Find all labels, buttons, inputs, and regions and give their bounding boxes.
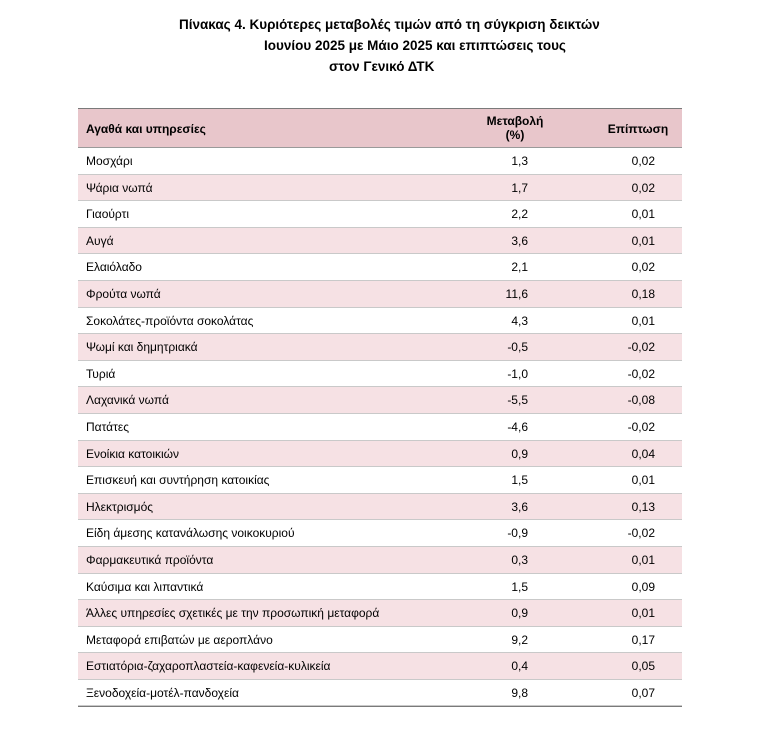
header-change-label: Μεταβολή: [486, 114, 544, 128]
row-change-percent: 0,9: [511, 446, 528, 461]
table-row: [78, 361, 682, 388]
table-row: [78, 600, 682, 627]
row-change-percent: 0,9: [511, 606, 528, 621]
row-impact: 0,01: [631, 606, 655, 621]
row-impact: 0,04: [631, 446, 655, 461]
table-row: [78, 201, 682, 228]
table-row: [78, 653, 682, 680]
row-item-name: Φρούτα νωπά: [86, 286, 161, 301]
row-item-name: Ξενοδοχεία-μοτέλ-πανδοχεία: [86, 685, 239, 700]
row-impact: 0,01: [631, 313, 655, 328]
row-change-percent: -1,0: [507, 366, 528, 381]
row-item-name: Επισκευή και συντήρηση κατοικίας: [86, 473, 270, 488]
header-impact: Επίπτωση: [607, 122, 669, 136]
row-item-name: Μοσχάρι: [86, 154, 133, 168]
table-row: [78, 441, 682, 468]
row-impact: 0,17: [631, 632, 655, 647]
table-row: [78, 680, 682, 707]
row-item-name: Αυγά: [86, 233, 114, 248]
row-impact: 0,02: [631, 260, 655, 275]
row-change-percent: 9,8: [511, 685, 528, 700]
row-item-name: Άλλες υπηρεσίες σχετικές με την προσωπική μεταφορά: [86, 606, 380, 621]
table-row: [78, 467, 682, 494]
row-impact: 0,13: [631, 499, 655, 514]
row-change-percent: 1,7: [511, 180, 528, 195]
row-impact: 0,05: [631, 659, 655, 674]
row-item-name: Ελαιόλαδο: [86, 260, 142, 275]
row-impact: 0,07: [631, 685, 655, 700]
row-item-name: Πατάτες: [86, 419, 129, 434]
row-change-percent: 9,2: [511, 632, 528, 647]
row-impact: -0,02: [627, 419, 655, 434]
row-change-percent: 3,6: [511, 499, 528, 514]
row-item-name: Μεταφορά επιβατών με αεροπλάνο: [86, 632, 273, 647]
row-change-percent: 2,2: [511, 207, 528, 222]
table-body: [78, 148, 682, 706]
row-change-percent: 4,3: [511, 313, 528, 328]
table-row: [78, 387, 682, 414]
row-impact: 0,02: [631, 180, 655, 195]
table-row: [78, 574, 682, 601]
row-change-percent: -0,5: [507, 340, 528, 355]
table-title-line-2: Ιουνίου 2025 με Μάιο 2025 και επιπτώσεις τους: [264, 38, 566, 53]
table-row: [78, 334, 682, 361]
table-row: [78, 547, 682, 574]
row-change-percent: 11,6: [505, 286, 528, 301]
row-change-percent: 3,6: [511, 233, 528, 248]
row-impact: 0,01: [631, 207, 655, 222]
table-bottom-rule: [78, 706, 682, 707]
row-change-percent: 0,3: [511, 552, 528, 567]
table-row: [78, 281, 682, 308]
row-impact: 0,01: [631, 473, 655, 488]
row-change-percent: 1,5: [511, 473, 528, 488]
row-item-name: Καύσιμα και λιπαντικά: [86, 579, 204, 594]
row-impact: 0,02: [631, 154, 655, 168]
table-header: [78, 108, 682, 148]
row-item-name: Ηλεκτρισμός: [86, 499, 154, 514]
table-row: [78, 627, 682, 654]
header-change: [476, 114, 554, 142]
table-row: [78, 148, 682, 175]
row-impact: -0,02: [627, 340, 655, 355]
table-title-line-3: στον Γενικό ΔΤΚ: [329, 59, 435, 74]
row-item-name: Γιαούρτι: [86, 207, 129, 222]
row-item-name: Ενοίκια κατοικιών: [86, 446, 180, 461]
row-change-percent: 2,1: [511, 260, 528, 275]
row-impact: -0,08: [627, 393, 655, 408]
row-change-percent: -5,5: [507, 393, 528, 408]
price-changes-table: [78, 108, 682, 707]
row-impact: 0,01: [631, 233, 655, 248]
table-row: [78, 520, 682, 547]
table-row: [78, 308, 682, 335]
row-change-percent: -4,6: [507, 419, 528, 434]
table-row: [78, 228, 682, 255]
row-impact: -0,02: [627, 366, 655, 381]
row-item-name: Ψάρια νωπά: [86, 180, 153, 195]
header-change-unit: (%): [505, 128, 525, 142]
row-item-name: Τυριά: [86, 366, 116, 381]
row-item-name: Είδη άμεσης κατανάλωσης νοικοκυριού: [86, 526, 295, 541]
row-impact: 0,18: [631, 286, 655, 301]
table-row: [78, 175, 682, 202]
row-item-name: Ψωμί και δημητριακά: [86, 340, 198, 355]
table-title-line-1: Πίνακας 4. Κυριότερες μεταβολές τιμών από τη σύγκριση δεικτών: [179, 17, 600, 32]
row-item-name: Σοκολάτες-προϊόντα σοκολάτας: [86, 313, 254, 328]
table-row: [78, 494, 682, 521]
row-impact: 0,09: [631, 579, 655, 594]
row-item-name: Εστιατόρια-ζαχαροπλαστεία-καφενεία-κυλικεία: [86, 659, 331, 674]
row-change-percent: -0,9: [507, 526, 528, 541]
header-goods-services: Αγαθά και υπηρεσίες: [86, 122, 206, 136]
row-impact: -0,02: [627, 526, 655, 541]
table-row: [78, 414, 682, 441]
row-item-name: Λαχανικά νωπά: [86, 393, 169, 408]
row-change-percent: 1,5: [511, 579, 528, 594]
row-change-percent: 1,3: [511, 154, 528, 168]
row-change-percent: 0,4: [511, 659, 528, 674]
row-impact: 0,01: [631, 552, 655, 567]
row-item-name: Φαρμακευτικά προϊόντα: [86, 552, 214, 567]
table-row: [78, 254, 682, 281]
